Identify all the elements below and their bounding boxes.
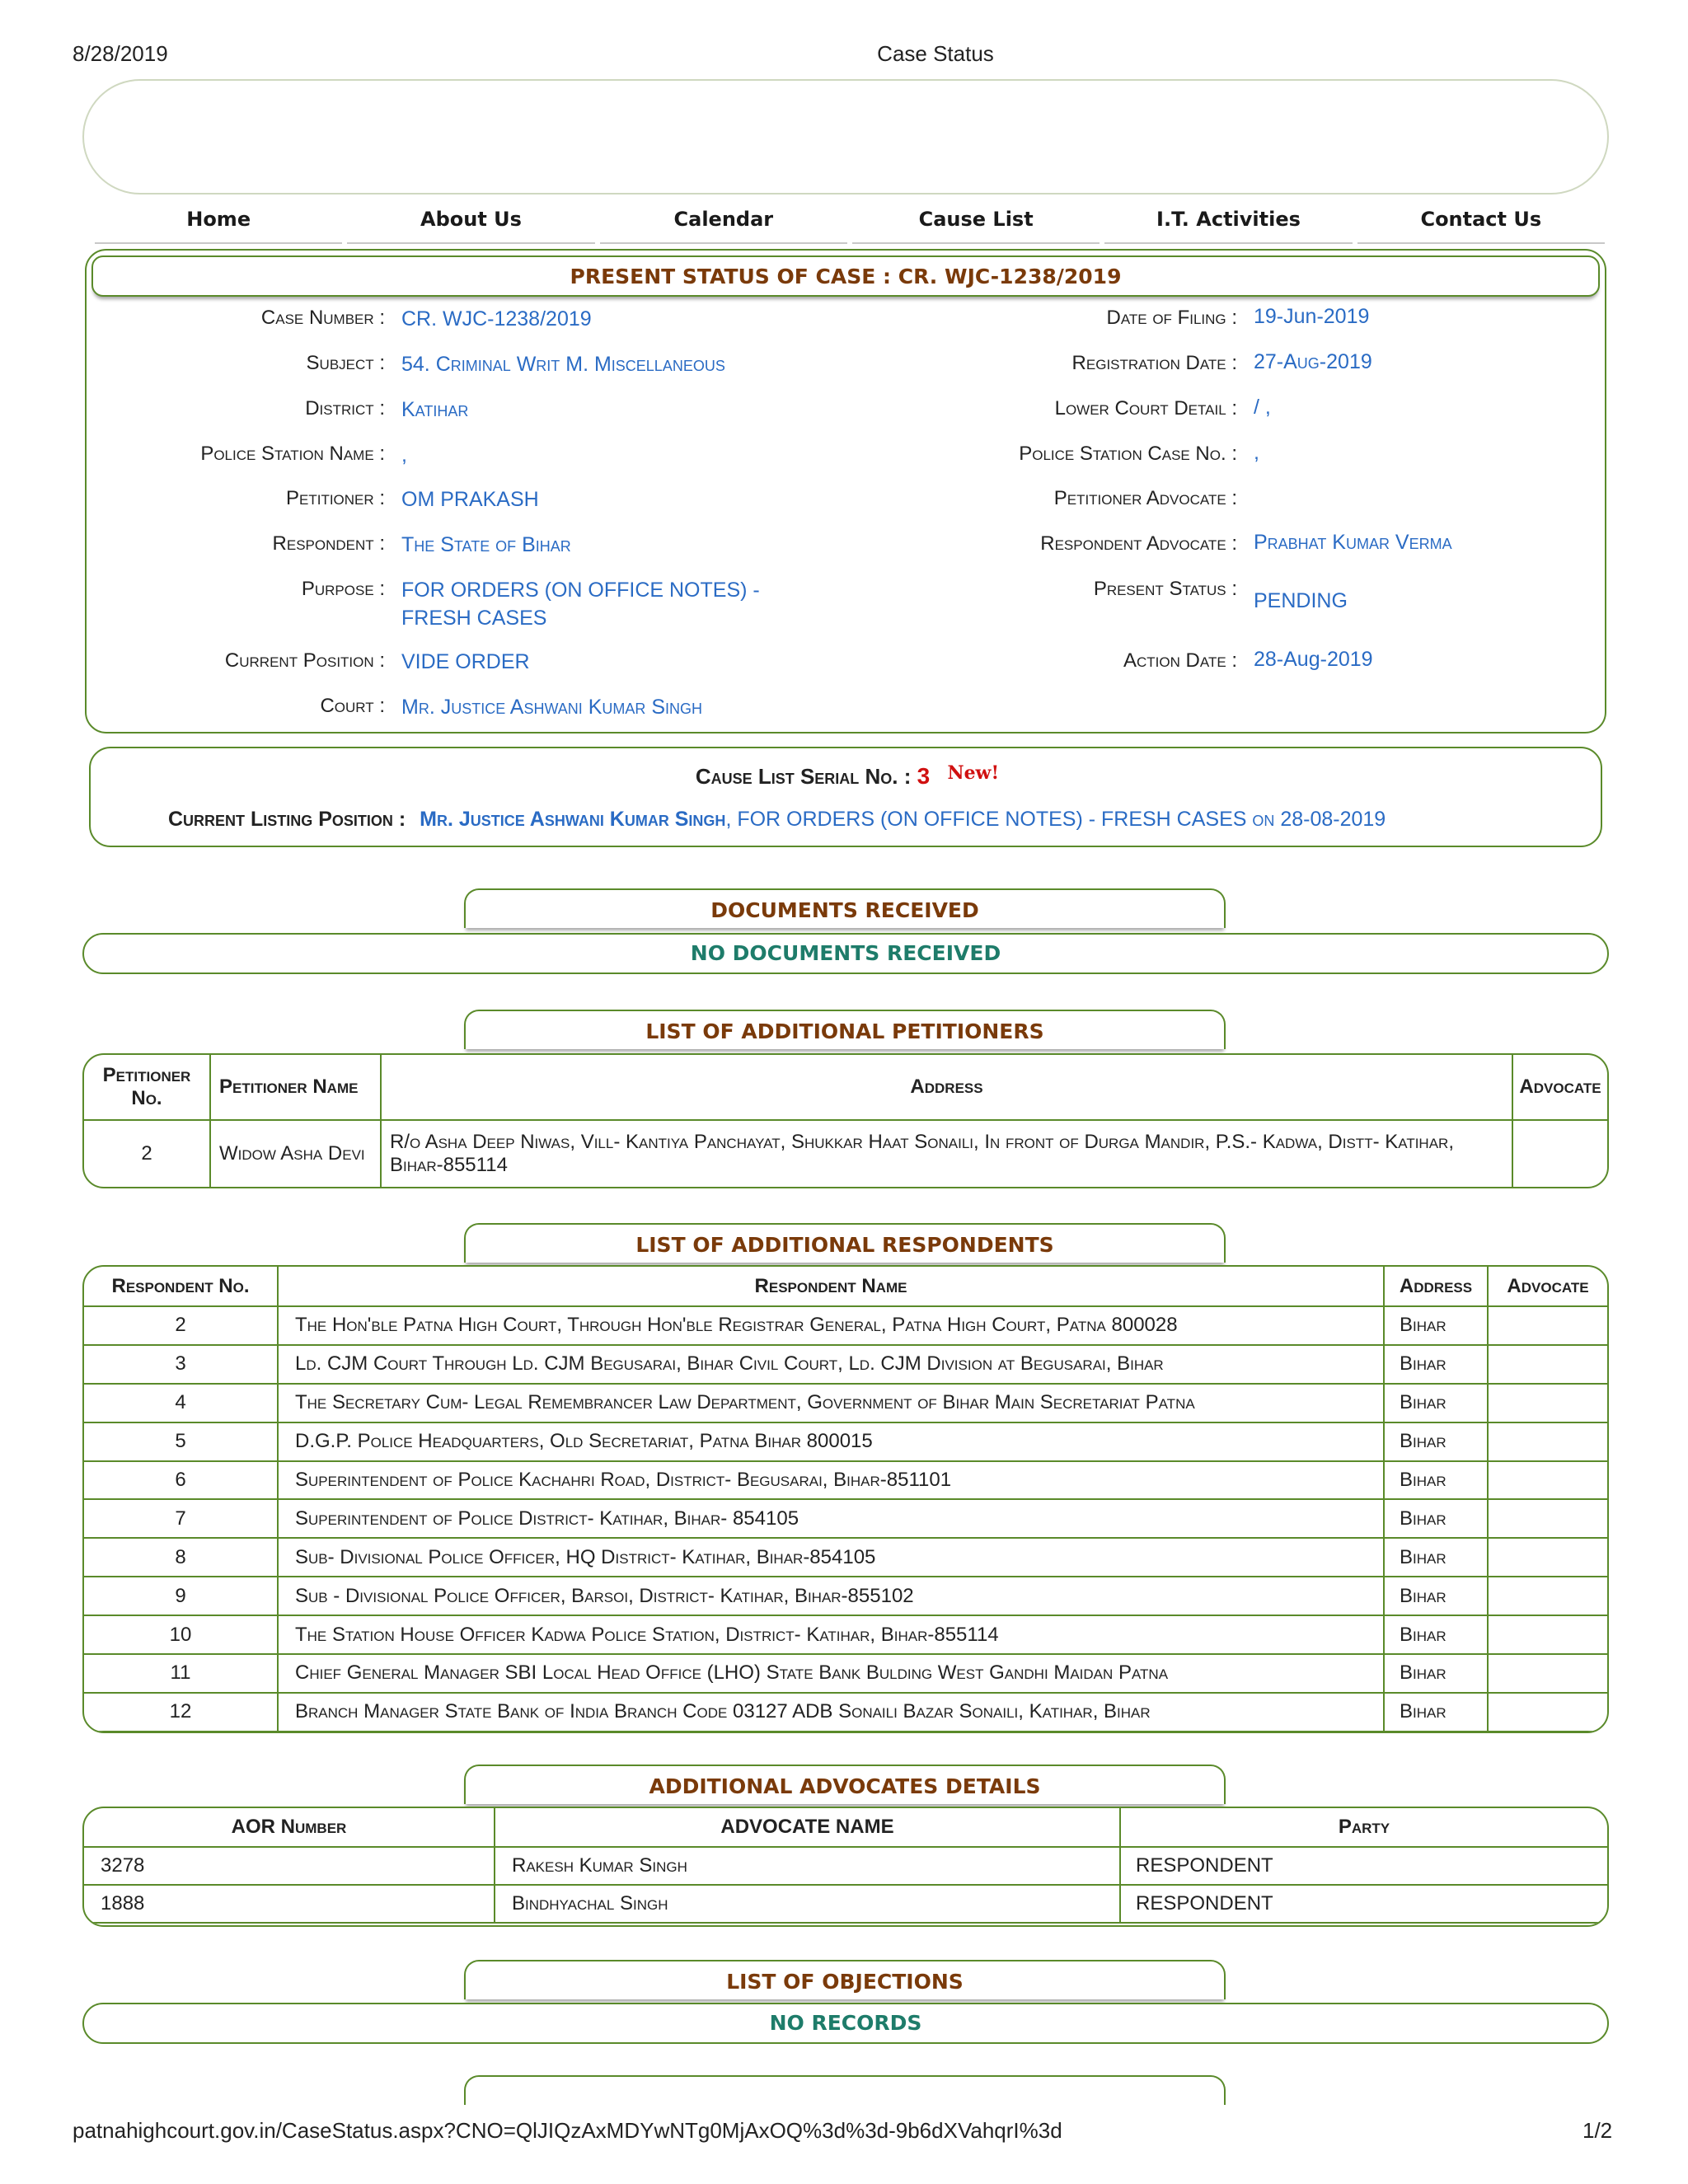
col-respondent-no: Respondent No. (83, 1266, 278, 1306)
respondent-address: Bihar (1384, 1538, 1488, 1577)
col-respondent-name: Respondent Name (278, 1266, 1384, 1306)
status-field-label: Respondent : (272, 532, 385, 555)
listing-label: Current Listing Position : (168, 808, 406, 831)
status-field-value: FOR ORDERS (ON OFFICE NOTES) - FRESH CASES (401, 579, 760, 630)
cause-list-serial-label: Cause List Serial No. : (695, 764, 912, 789)
petitioner-address: R/o Asha Deep Niwas, Vill- Kantiya Panchayat, Shukkar Haat Sonaili, In front of Durga Mandir, P.S.- Kadwa, Distt- Katihar, Bihar-855114 (381, 1120, 1512, 1188)
cause-list-serial-value: 3 (917, 763, 931, 789)
respondent-advocate (1488, 1577, 1608, 1615)
table-row (83, 1847, 1608, 1885)
respondent-advocate (1488, 1345, 1608, 1384)
respondent-address: Bihar (1384, 1654, 1488, 1693)
table-row (83, 1384, 1608, 1422)
respondent-no: 8 (83, 1538, 278, 1577)
advocate-name: Rakesh Kumar Singh (495, 1847, 1120, 1885)
current-listing-position (168, 808, 1586, 832)
status-field-value: Prabhat Kumar Verma (1254, 531, 1452, 554)
petitioners-heading: LIST OF ADDITIONAL PETITIONERS (464, 1010, 1226, 1049)
respondent-name: The Secretary Cum- Legal Remembrancer Law Department, Government of Bihar Main Secretariat Patna (278, 1384, 1384, 1422)
respondent-no: 4 (83, 1384, 278, 1422)
status-field-value: , (401, 443, 407, 466)
respondent-advocate (1488, 1306, 1608, 1345)
respondent-no: 11 (83, 1654, 278, 1693)
case-status-heading: PRESENT STATUS OF CASE : CR. WJC-1238/2019 (91, 255, 1600, 297)
print-page-number: 1/2 (1582, 2118, 1613, 2143)
advocates-table (82, 1807, 1609, 1924)
respondent-no: 12 (83, 1693, 278, 1732)
status-field-value: CR. WJC-1238/2019 (401, 307, 592, 330)
table-row (83, 1577, 1608, 1615)
advocate-name: Bindhyachal Singh (495, 1885, 1120, 1923)
status-field-label: Police Station Name : (200, 443, 385, 465)
status-field-value: Katihar (401, 398, 469, 421)
status-field-label: Purpose : (301, 578, 385, 600)
respondent-address: Bihar (1384, 1577, 1488, 1615)
respondent-no: 6 (83, 1461, 278, 1500)
respondent-no: 5 (83, 1422, 278, 1461)
petitioner-name: Widow Asha Devi (210, 1120, 381, 1188)
status-field-value: 27-Aug-2019 (1254, 350, 1372, 373)
status-field-label: Registration Date : (1071, 352, 1237, 374)
documents-heading: DOCUMENTS RECEIVED (464, 888, 1226, 928)
respondent-name: The Station House Officer Kadwa Police Station, District- Katihar, Bihar-855114 (278, 1615, 1384, 1654)
status-field-value: OM PRAKASH (401, 488, 539, 511)
status-field-label: Petitioner : (285, 487, 385, 509)
next-section-heading (464, 2075, 1226, 2105)
respondent-no: 2 (83, 1306, 278, 1345)
respondents-table (82, 1265, 1609, 1732)
col-petitioner-address: Address (381, 1054, 1512, 1120)
nav-about-us[interactable]: About Us (347, 204, 594, 244)
nav-cause-list[interactable]: Cause List (852, 204, 1100, 244)
listing-purpose: , FOR ORDERS (ON OFFICE NOTES) - FRESH CASES (725, 808, 1247, 831)
status-field-label: Action Date : (1123, 649, 1237, 672)
status-field-label: Present Status : (1093, 578, 1237, 600)
respondent-name: Superintendent of Police District- Katihar, Bihar- 854105 (278, 1499, 1384, 1538)
status-field-label: Date of Filing : (1106, 307, 1237, 329)
table-row (83, 1345, 1608, 1384)
aor-number: 3278 (83, 1847, 495, 1885)
table-row (83, 1654, 1608, 1693)
respondents-heading: LIST OF ADDITIONAL RESPONDENTS (464, 1223, 1226, 1263)
respondent-address: Bihar (1384, 1615, 1488, 1654)
petitioner-no: 2 (83, 1120, 210, 1188)
objections-message: NO RECORDS (82, 2003, 1609, 2044)
listing-judge: Mr. Justice Ashwani Kumar Singh (420, 808, 726, 831)
print-url: patnahighcourt.gov.in/CaseStatus.aspx?CNO=QlJIQzAxMDYwNTg0MjAxOQ%3d%3d-9b6dXVahqrI%3d (73, 2118, 1062, 2143)
new-badge: New! (947, 762, 1000, 784)
nav-it-activities[interactable]: I.T. Activities (1104, 204, 1352, 244)
col-respondent-advocate: Advocate (1488, 1266, 1608, 1306)
respondent-name: D.G.P. Police Headquarters, Old Secretariat, Patna Bihar 800015 (278, 1422, 1384, 1461)
status-field-label: Police Station Case No. : (1019, 443, 1237, 465)
status-field-value: 54. Criminal Writ M. Miscellaneous (401, 353, 725, 376)
respondent-no: 3 (83, 1345, 278, 1384)
col-petitioner-name: Petitioner Name (210, 1054, 381, 1120)
respondent-address: Bihar (1384, 1461, 1488, 1500)
documents-message: NO DOCUMENTS RECEIVED (82, 933, 1609, 974)
respondent-address: Bihar (1384, 1422, 1488, 1461)
respondent-name: Chief General Manager SBI Local Head Office (LHO) State Bank Bulding West Gandhi Maidan Patna (278, 1654, 1384, 1693)
cause-list-panel (89, 747, 1602, 847)
status-field-value: PENDING (1254, 589, 1348, 612)
status-field-label: Court : (320, 695, 385, 717)
status-field-value: The State of Bihar (401, 533, 571, 556)
advocates-table-wrap (82, 1807, 1609, 1927)
respondent-advocate (1488, 1693, 1608, 1732)
nav-home[interactable]: Home (95, 204, 342, 244)
respondent-advocate (1488, 1422, 1608, 1461)
col-petitioner-no: Petitioner No. (83, 1054, 210, 1120)
respondent-advocate (1488, 1461, 1608, 1500)
site-banner (82, 79, 1609, 194)
aor-number: 1888 (83, 1885, 495, 1923)
table-row (83, 1615, 1608, 1654)
respondent-name: Branch Manager State Bank of India Branch Code 03127 ADB Sonaili Bazar Sonaili, Katihar, Bihar (278, 1693, 1384, 1732)
respondent-name: Sub - Divisional Police Officer, Barsoi, District- Katihar, Bihar-855102 (278, 1577, 1384, 1615)
status-field-label: Lower Court Detail : (1054, 397, 1237, 419)
status-field-label: Current Position : (224, 649, 385, 672)
cause-list-serial (91, 763, 1604, 790)
status-field-label: District : (305, 397, 385, 419)
status-field-value: Mr. Justice Ashwani Kumar Singh (401, 696, 703, 719)
respondent-no: 10 (83, 1615, 278, 1654)
status-field-value: 19-Jun-2019 (1254, 305, 1370, 328)
table-row (83, 1120, 1608, 1188)
respondent-name: Ld. CJM Court Through Ld. CJM Begusarai, Bihar Civil Court, Ld. CJM Division at Begusarai, Bihar (278, 1345, 1384, 1384)
petitioners-table-wrap (82, 1053, 1609, 1188)
table-row (83, 1499, 1608, 1538)
respondent-advocate (1488, 1654, 1608, 1693)
respondent-advocate (1488, 1384, 1608, 1422)
respondent-advocate (1488, 1499, 1608, 1538)
respondent-address: Bihar (1384, 1345, 1488, 1384)
print-date: 8/28/2019 (73, 41, 168, 66)
status-field-value: , (1254, 441, 1259, 464)
petitioners-table (82, 1053, 1609, 1188)
status-field-label: Subject : (306, 352, 385, 374)
col-aor-number: AOR Number (83, 1807, 495, 1847)
status-field-label: Petitioner Advocate : (1053, 487, 1237, 509)
listing-date: 28-08-2019 (1280, 808, 1386, 831)
respondents-table-wrap (82, 1265, 1609, 1733)
respondent-advocate (1488, 1615, 1608, 1654)
status-field-label: Case Number : (260, 307, 385, 329)
respondent-no: 7 (83, 1499, 278, 1538)
respondent-advocate (1488, 1538, 1608, 1577)
nav-calendar[interactable]: Calendar (600, 204, 847, 244)
respondent-name: Sub- Divisional Police Officer, HQ District- Katihar, Bihar-854105 (278, 1538, 1384, 1577)
advocate-party: RESPONDENT (1120, 1847, 1608, 1885)
listing-on: on (1252, 808, 1275, 831)
col-respondent-address: Address (1384, 1266, 1488, 1306)
table-row (83, 1461, 1608, 1500)
status-field-value: 28-Aug-2019 (1254, 648, 1373, 671)
table-row (83, 1538, 1608, 1577)
petitioner-advocate (1512, 1120, 1608, 1188)
col-advocate-name: ADVOCATE NAME (495, 1807, 1120, 1847)
print-title: Case Status (877, 41, 994, 66)
advocate-party: RESPONDENT (1120, 1885, 1608, 1923)
respondent-name: The Hon'ble Patna High Court, Through Hon'ble Registrar General, Patna High Court, Patna 800028 (278, 1306, 1384, 1345)
case-status-panel (85, 249, 1606, 733)
table-row (83, 1885, 1608, 1923)
respondent-address: Bihar (1384, 1306, 1488, 1345)
respondent-no: 9 (83, 1577, 278, 1615)
status-field-value: / , (1254, 396, 1271, 419)
table-row (83, 1422, 1608, 1461)
respondent-address: Bihar (1384, 1693, 1488, 1732)
respondent-name: Superintendent of Police Kachahri Road, District- Begusarai, Bihar-851101 (278, 1461, 1384, 1500)
objections-heading: LIST OF OBJECTIONS (464, 1960, 1226, 1999)
table-row (83, 1693, 1608, 1732)
table-row (83, 1306, 1608, 1345)
col-party: Party (1120, 1807, 1608, 1847)
respondent-address: Bihar (1384, 1384, 1488, 1422)
main-nav (92, 204, 1607, 244)
advocates-heading: ADDITIONAL ADVOCATES DETAILS (464, 1765, 1226, 1804)
respondent-address: Bihar (1384, 1499, 1488, 1538)
status-field-value: VIDE ORDER (401, 650, 530, 673)
status-field-label: Respondent Advocate : (1040, 532, 1237, 555)
col-petitioner-advocate: Advocate (1512, 1054, 1608, 1120)
nav-contact-us[interactable]: Contact Us (1357, 204, 1605, 244)
